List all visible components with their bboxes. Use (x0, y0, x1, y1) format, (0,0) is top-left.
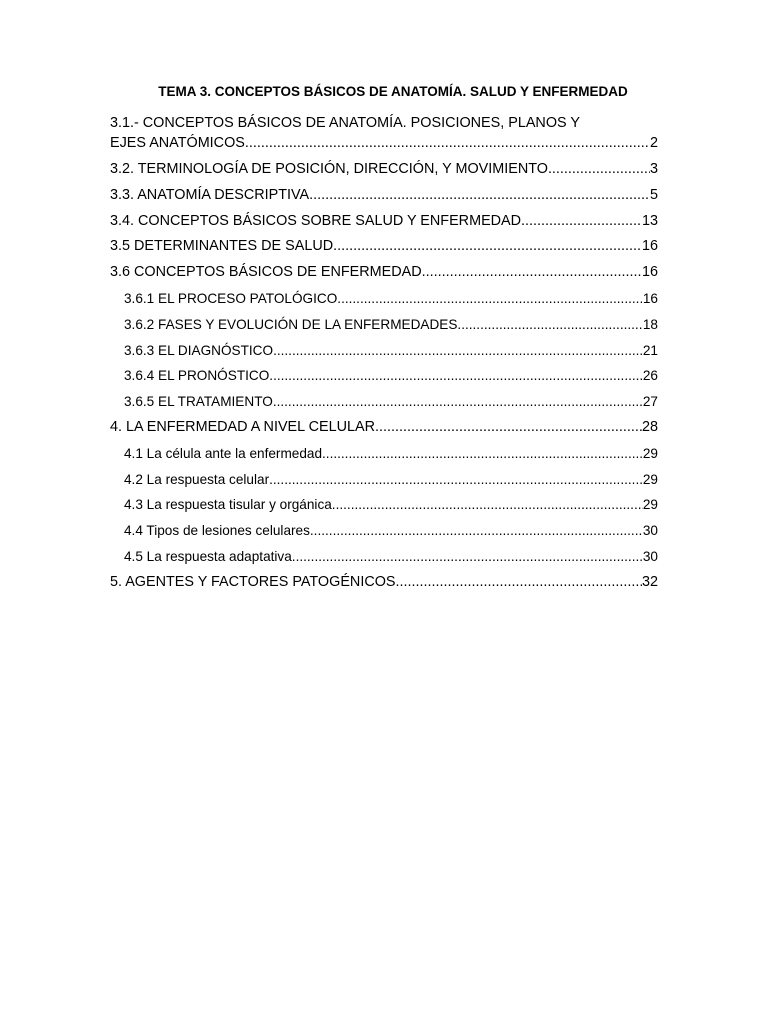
toc-entry-title: 3.5 DETERMINANTES DE SALUD (110, 238, 334, 255)
toc-entry-4 (110, 415, 658, 441)
toc-entry-title: 5. AGENTES Y FACTORES PATOGÉNICOS (110, 573, 396, 590)
toc-entry-3-1-continuation (110, 133, 658, 157)
toc-page-number: 2 (649, 135, 658, 151)
toc-entry-title: 3.6 CONCEPTOS BÁSICOS DE ENFERMEDAD (110, 264, 422, 281)
dot-leader (422, 260, 642, 286)
toc-page-number: 30 (642, 548, 658, 564)
toc-page-number: 29 (642, 497, 658, 513)
dot-leader (375, 415, 642, 441)
toc-entry-title: 3.2. TERMINOLOGÍA DE POSICIÓN, DIRECCIÓN, Y MOVIMIENTO (110, 161, 548, 177)
toc-entry-title: 4.1 La célula ante la enfermedad. (124, 445, 326, 461)
toc-page-number: 16 (642, 290, 658, 306)
toc-entry-title: 3.1.- CONCEPTOS BÁSICOS DE ANATOMÍA. POSICIONES, PLANOS Y (110, 115, 580, 131)
toc-entry-3-5 (110, 234, 658, 260)
toc-entry-3-6-4 (110, 363, 658, 389)
toc-page-number: 21 (642, 342, 658, 358)
toc-page-number: 30 (642, 523, 658, 539)
toc-entry-title: 3.4. CONCEPTOS BÁSICOS SOBRE SALUD Y ENFERMEDAD. (110, 212, 526, 229)
table-of-contents (110, 113, 658, 596)
dot-leader (326, 441, 643, 467)
toc-entry-3-6-5 (110, 389, 658, 415)
toc-page-number: 18 (642, 316, 658, 332)
dot-leader (309, 183, 650, 209)
toc-entry-3-4 (110, 209, 658, 235)
dot-leader (396, 570, 642, 596)
dot-leader (548, 157, 650, 183)
dot-leader (525, 209, 642, 235)
toc-entry-title: 3.6.4 EL PRONÓSTICO (124, 368, 270, 384)
page-title: TEMA 3. CONCEPTOS BÁSICOS DE ANATOMÍA. SALUD Y ENFERMEDAD (158, 84, 628, 99)
dot-leader (245, 133, 650, 153)
toc-entry-3-3 (110, 183, 658, 209)
toc-entry-4-1 (110, 441, 658, 467)
toc-entry-title: 3.6.3 EL DIAGNÓSTICO (124, 342, 274, 358)
toc-page-number: 16 (641, 238, 658, 255)
toc-page-number: 13 (641, 212, 658, 229)
toc-entry-title: 4.4 Tipos de lesiones celulares (124, 523, 310, 539)
dot-leader (269, 467, 643, 493)
toc-entry-title: 3.3. ANATOMÍA DESCRIPTIVA (110, 186, 310, 203)
toc-entry-title: 3.6.2 FASES Y EVOLUCIÓN DE LA ENFERMEDADES (124, 316, 458, 332)
toc-entry-5 (110, 570, 658, 596)
toc-page-number: 29 (642, 445, 658, 461)
toc-entry-4-2 (110, 467, 658, 493)
toc-entry-4-4 (110, 518, 658, 544)
toc-entry-title: 4.5 La respuesta adaptativa. (124, 548, 296, 564)
toc-entry-3-2 (110, 157, 658, 183)
toc-entry-3-1 (110, 113, 658, 133)
toc-entry-title: EJES ANATÓMICOS (110, 135, 245, 151)
toc-entry-3-6 (110, 260, 658, 286)
toc-page-number: 29 (642, 471, 658, 487)
toc-page-number: 27 (642, 394, 658, 410)
dot-leader (310, 518, 643, 544)
toc-entry-title: 3.6.1 EL PROCESO PATOLÓGICO. (124, 290, 342, 306)
toc-entry-4-3 (110, 492, 658, 518)
toc-page-number: 28 (641, 418, 658, 435)
toc-entry-title: 4. LA ENFERMEDAD A NIVEL CELULAR (110, 418, 375, 435)
toc-entry-title: 3.6.5 EL TRATAMIENTO (124, 394, 273, 410)
toc-entry-3-6-1 (110, 286, 658, 312)
dot-leader (273, 338, 643, 364)
toc-page-number: 5 (649, 186, 658, 203)
toc-entry-title: 4.3 La respuesta tisular y orgánica. (124, 497, 336, 513)
toc-page-number: 32 (641, 573, 658, 590)
dot-leader (341, 286, 643, 312)
toc-entry-3-6-3 (110, 338, 658, 364)
toc-entry-4-5 (110, 544, 658, 570)
toc-page-number: 26 (642, 368, 658, 384)
toc-entry-title: 4.2 La respuesta celular (124, 471, 270, 487)
toc-page-number: 16 (641, 264, 658, 281)
dot-leader (336, 492, 643, 518)
dot-leader (333, 234, 642, 260)
dot-leader (273, 389, 643, 415)
dot-leader (457, 312, 642, 338)
toc-page-number: 3 (649, 161, 658, 177)
dot-leader (296, 544, 643, 570)
toc-entry-3-6-2 (110, 312, 658, 338)
dot-leader (269, 363, 643, 389)
